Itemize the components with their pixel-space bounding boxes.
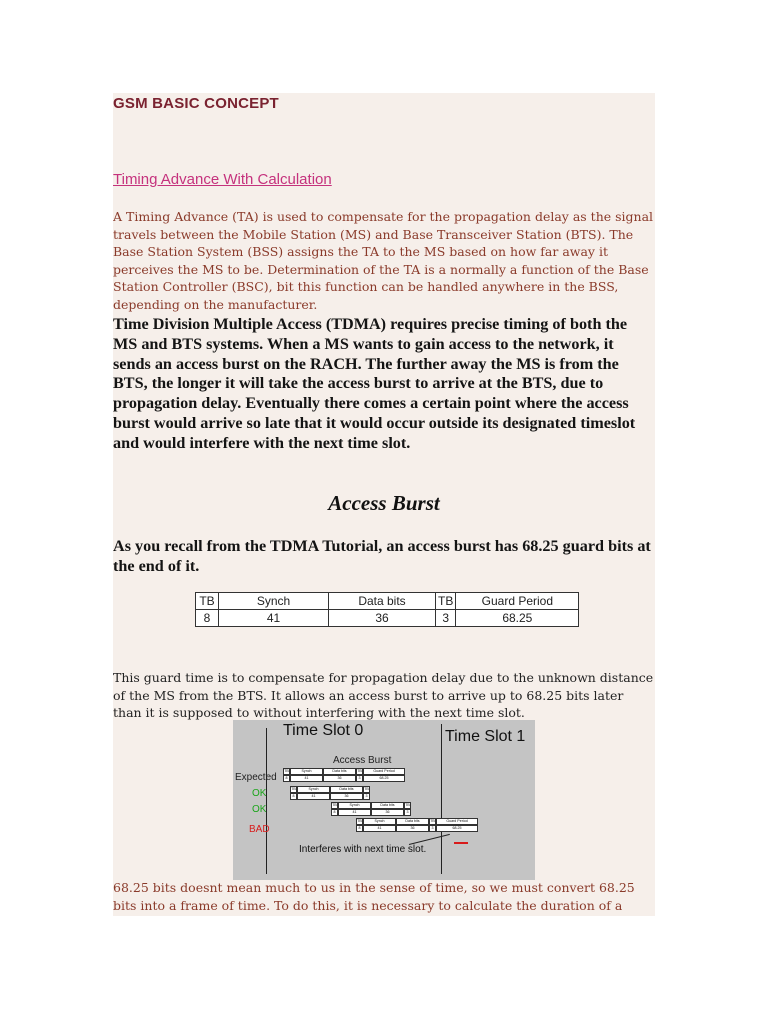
table-cell: 68.25 — [456, 610, 579, 627]
mini-burst-header-cell: Guard Period — [363, 768, 405, 775]
slot-0-boundary-line — [266, 728, 267, 874]
mini-burst-header-cell: Data bits — [396, 818, 429, 825]
mini-burst-header-cell: Data bits — [323, 768, 356, 775]
recall-paragraph: As you recall from the TDMA Tutorial, an access burst has 68.25 guard bits at the end of it. — [113, 537, 651, 575]
mini-burst-value-cell: 3 — [363, 793, 370, 800]
access-burst-label: Access Burst — [333, 755, 392, 766]
mini-burst-value-cell: 36 — [371, 809, 404, 816]
mini-burst-value-cell: 3 — [356, 775, 363, 782]
mini-burst-header-cell: Data bits — [330, 786, 363, 793]
document-page — [113, 93, 655, 916]
mini-burst-header-cell: Synch — [290, 768, 323, 775]
mini-burst-value-cell: 8 — [356, 825, 363, 832]
mini-burst-value-cell: 3 — [404, 809, 411, 816]
table-header-cell: TB — [196, 593, 219, 610]
table-row — [196, 610, 579, 627]
page-title: GSM BASIC CONCEPT — [113, 95, 279, 112]
guard-paragraph: This guard time is to compensate for propagation delay due to the unknown distance of the MS from the BTS. It allows an access burst to arrive up to 68.25 bits later than it is supposed to without interfering with the next time slot. — [113, 670, 654, 721]
mini-burst-header-cell: Synch — [338, 802, 371, 809]
overlap-marker — [454, 842, 468, 844]
mini-burst-value-cell: 8 — [283, 775, 290, 782]
tdma-paragraph: Time Division Multiple Access (TDMA) requires precise timing of both the MS and BTS systems. When a MS wants to gain access to the network, it sends an access burst on the RACH. The further away the MS is from the BTS, the longer it will take the access burst to arrive at the BTS, due to propagation delay. Eventually there comes a certain point where the access burst would arrive so late that it would occur outside its designated timeslot and would interfere with the next time slot. — [113, 315, 636, 452]
table-header-cell: Synch — [219, 593, 329, 610]
mini-burst-header-cell: TB — [405, 803, 410, 807]
mini-burst-header-cell: Guard Period — [436, 818, 478, 825]
ok-label-2: OK — [252, 804, 267, 815]
mini-burst-value-cell: 41 — [338, 809, 371, 816]
access-burst-heading: Access Burst — [328, 491, 440, 515]
table-cell: 36 — [329, 610, 436, 627]
mini-burst-value-cell: 68.25 — [436, 825, 478, 832]
mini-burst-header-cell: TB — [357, 769, 362, 773]
mini-burst-value-cell: 36 — [396, 825, 429, 832]
table-header-cell: TB — [436, 593, 456, 610]
time-slot-1-label: Time Slot 1 — [445, 728, 526, 745]
table-header-cell: Guard Period — [456, 593, 579, 610]
mini-burst-value-cell: 41 — [297, 793, 330, 800]
mini-burst-header-cell: Synch — [363, 818, 396, 825]
table-cell: 3 — [436, 610, 456, 627]
timeslot-figure — [233, 720, 535, 880]
mini-burst-header-cell: TB — [364, 787, 369, 791]
mini-burst-header-cell: TB — [291, 787, 296, 791]
mini-burst-header-cell: TB — [357, 819, 362, 823]
mini-burst-value-cell: 36 — [323, 775, 356, 782]
intro-paragraph: A Timing Advance (TA) is used to compensate for the propagation delay as the signal travels between the Mobile Station (MS) and Base Transceiver Station (BTS). The Base Station System (BSS) assigns the TA to the MS based on how far away it perceives the MS to be. Determination of the TA is a normally a function of the Base Station Controller (BSC), bit this function can be handled anywhere in the BSS, depending on the manufacturer. — [113, 209, 654, 312]
access-burst-table — [195, 592, 579, 627]
timing-advance-link[interactable]: Timing Advance With Calculation — [113, 171, 332, 188]
mini-burst-header-cell: TB — [284, 769, 289, 773]
mini-burst-header-cell: Data bits — [371, 802, 404, 809]
mini-burst-header-cell: Synch — [297, 786, 330, 793]
mini-burst-value-cell: 41 — [290, 775, 323, 782]
mini-burst-value-cell: 8 — [331, 809, 338, 816]
bad-label: BAD — [249, 824, 270, 835]
mini-burst-value-cell: 41 — [363, 825, 396, 832]
time-slot-0-label: Time Slot 0 — [283, 722, 364, 739]
table-header-row — [196, 593, 579, 610]
mini-burst-header-cell: TB — [430, 819, 435, 823]
mini-burst-value-cell: 8 — [290, 793, 297, 800]
table-header-cell: Data bits — [329, 593, 436, 610]
mini-burst-value-cell: 68.25 — [363, 775, 405, 782]
interferes-label: Interferes with next time slot. — [299, 844, 427, 855]
mini-burst-header-cell: TB — [332, 803, 337, 807]
expected-label: Expected — [235, 772, 277, 783]
slot-1-boundary-line — [441, 724, 442, 874]
mini-burst-value-cell: 3 — [429, 825, 436, 832]
table-cell: 8 — [196, 610, 219, 627]
table-cell: 41 — [219, 610, 329, 627]
closing-paragraph: 68.25 bits doesnt mean much to us in the sense of time, so we must convert 68.25 bits into a frame of time. To do this, it is necessary to calculate the duration of a — [113, 880, 635, 913]
ok-label-1: OK — [252, 788, 267, 799]
mini-burst-value-cell: 36 — [330, 793, 363, 800]
